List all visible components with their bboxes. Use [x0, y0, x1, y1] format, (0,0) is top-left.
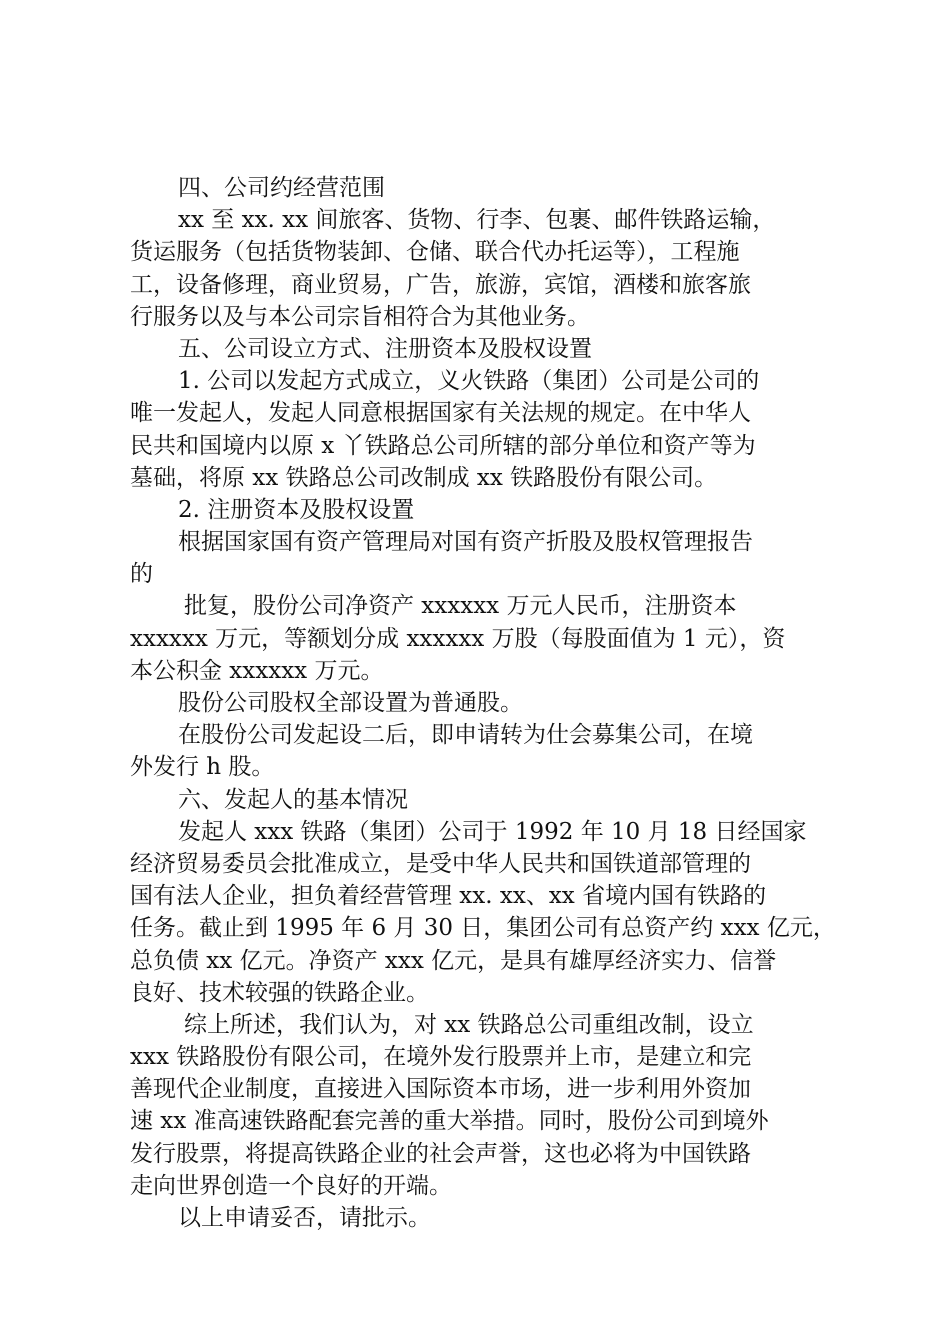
text-line: 总负债 xx 亿元。净资产 xxx 亿元，是具有雄厚经济实力、信誉 — [130, 947, 777, 974]
text-line: xxxxxx 万元，等额划分成 xxxxxx 万股（每股面值为 1 元），资 — [130, 625, 786, 652]
text-line: 六、发起人的基本情况 — [178, 786, 408, 813]
text-line: 墓础，将原 xx 铁路总公司改制成 xx 铁路股份有限公司。 — [130, 464, 718, 491]
text-line: 的 — [130, 561, 153, 588]
text-line: xxx 铁路股份有限公司，在境外发行股票并上市，是建立和完 — [130, 1044, 752, 1071]
text-line: 速 xx 准高速铁路配套完善的重大举措。同时，股份公司到境外 — [130, 1108, 769, 1135]
text-line: 根据国家国有资产管理局对国有资产折股及股权管理报告 — [178, 529, 753, 556]
text-line: 在股份公司发起设二后，即申请转为仕会募集公司，在境 — [178, 722, 753, 749]
text-line: 行服务以及与本公司宗旨相符合为其他业务。 — [130, 303, 590, 330]
text-line: xx 至 xx. xx 间旅客、货物、行李、包裹、邮件铁路运输， — [178, 207, 776, 234]
text-line: 唯一发起人，发起人同意根据国家有关法规的规定。在中华人 — [130, 400, 751, 427]
text-line: 外发行 h 股。 — [130, 754, 275, 781]
text-line: 任务。截止到 1995 年 6 月 30 日，集团公司有总资产约 xxx 亿元， — [130, 915, 836, 942]
text-line: 本公积金 xxxxxx 万元。 — [130, 657, 384, 684]
text-line: 走向世界创造一个良好的开端。 — [130, 1172, 452, 1199]
text-line: 良好、技术较强的铁路企业。 — [130, 979, 429, 1006]
text-line: 四、公司约经营范围 — [178, 175, 385, 201]
text-line: 发起人 xxx 铁路（集团）公司于 1992 年 10 月 18 日经国家 — [178, 818, 807, 845]
text-line: 经济贸易委员会批准成立，是受中华人民共和国铁道部管理的 — [130, 850, 751, 877]
text-line: 批复，股份公司净资产 xxxxxx 万元人民币，注册资本 — [184, 593, 737, 620]
text-line: 五、公司设立方式、注册资本及股权设置 — [178, 335, 592, 362]
text-line: 民共和国境内以原 x 丫铁路总公司所辖的部分单位和资产等为 — [130, 432, 756, 459]
text-line: 货运服务（包括货物装卸、仓储、联合代办托运等），工程施 — [130, 239, 740, 266]
text-line: 善现代企业制度，直接进入国际资本市场，进一步利用外资加 — [130, 1076, 751, 1103]
text-line: 2. 注册资本及股权设置 — [178, 496, 415, 523]
text-line: 股份公司股权全部设置为普通股。 — [178, 690, 523, 716]
document-body — [130, 172, 835, 1234]
text-line: 综上所述，我们认为，对 xx 铁路总公司重组改制，设立 — [184, 1011, 754, 1038]
text-line: 发行股票，将提高铁路企业的社会声誉，这也必将为中国铁路 — [130, 1140, 751, 1167]
text-line: 以上申请妥否，请批示。 — [178, 1205, 431, 1231]
text-line: 工，设备修理，商业贸易，广告，旅游，宾馆，酒楼和旅客旅 — [130, 271, 751, 298]
text-line: 1. 公司以发起方式成立，义火铁路（集团）公司是公司的 — [178, 368, 760, 395]
text-line: 国有法人企业，担负着经营管理 xx. xx、xx 省境内国有铁路的 — [130, 883, 767, 910]
